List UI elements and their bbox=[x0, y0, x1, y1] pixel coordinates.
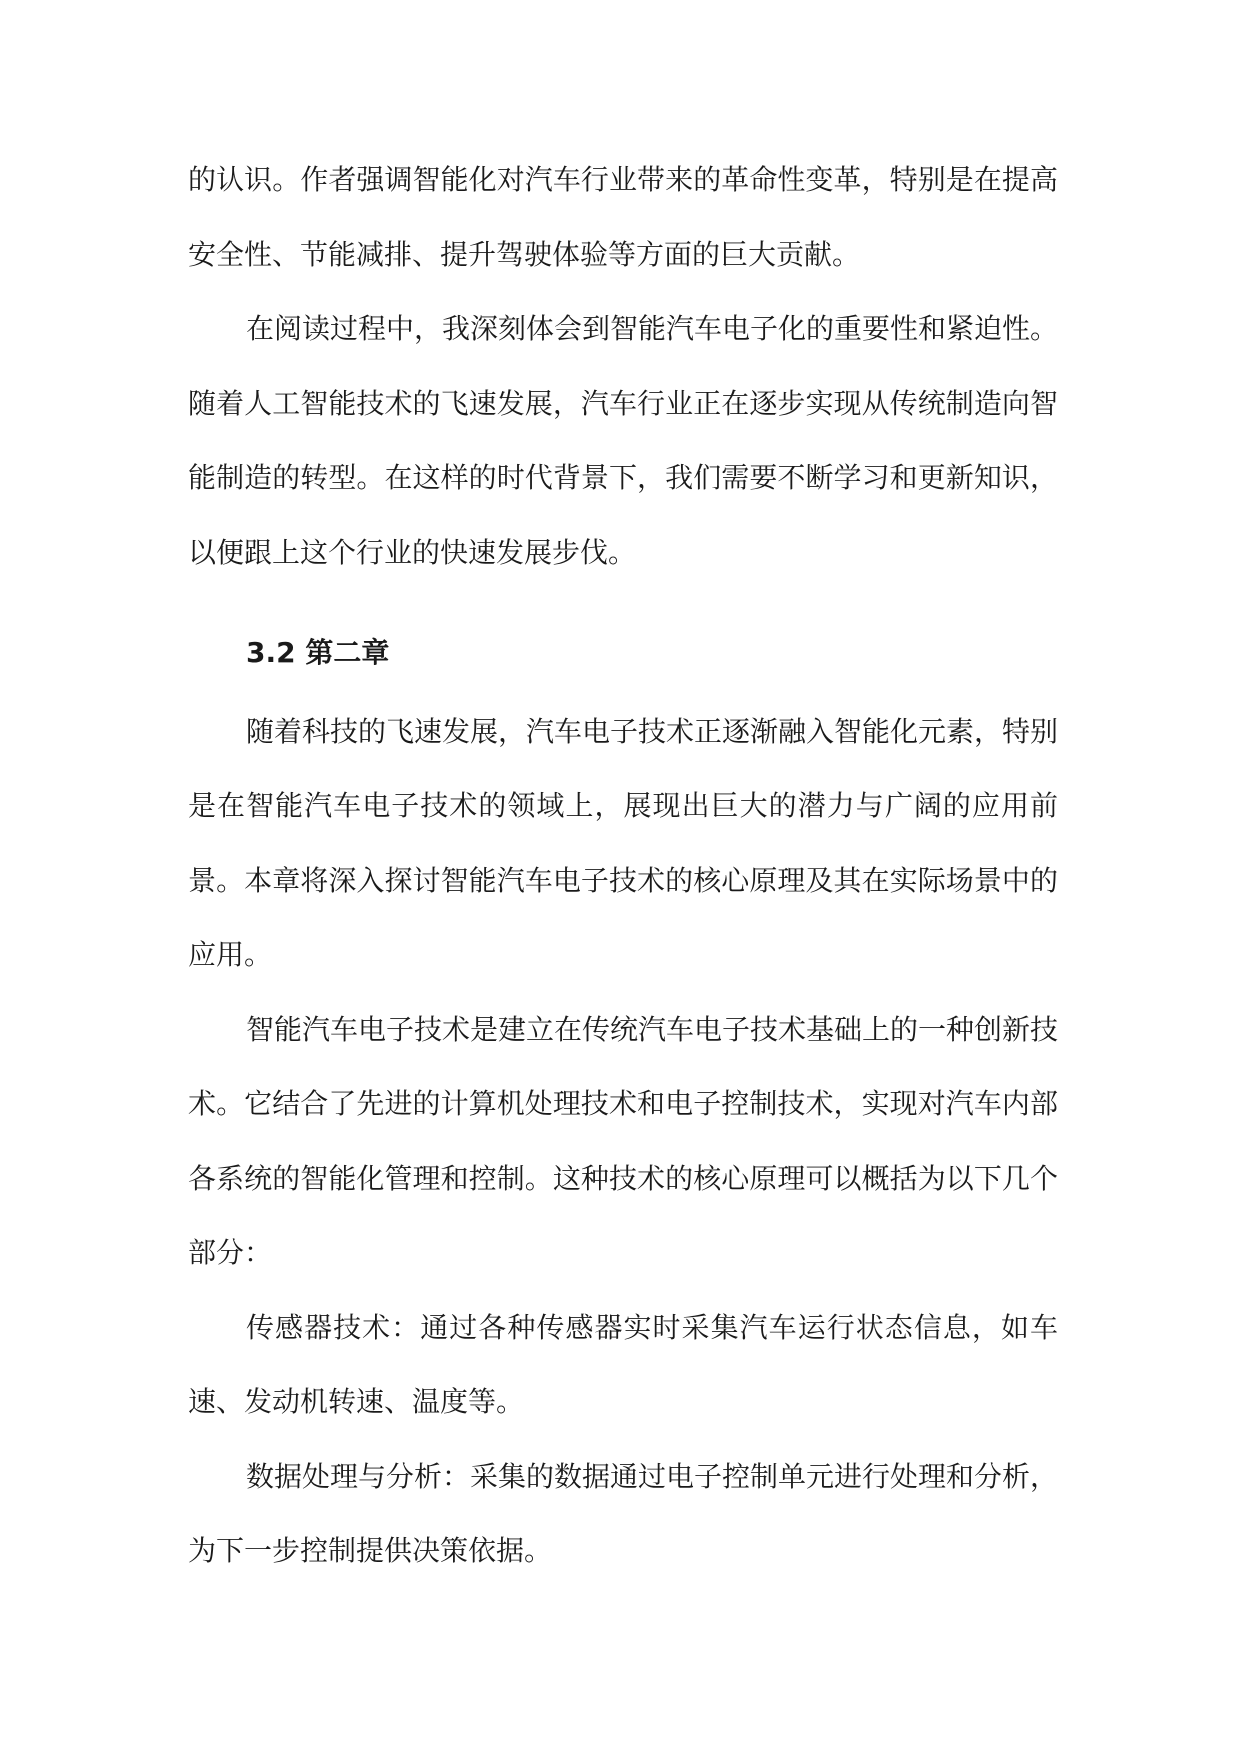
paragraph-core-principle: 智能汽车电子技术是建立在传统汽车电子技术基础上的一种创新技术。它结合了先进的计算机处理技术和电子控制技术，实现对汽车内部各系统的智能化管理和控制。这种技术的核心原理可以概括为以下几个部分： bbox=[188, 1012, 1059, 1269]
paragraph-reading-reflection: 在阅读过程中，我深刻体会到智能汽车电子化的重要性和紧迫性。随着人工智能技术的飞速发展，汽车行业正在逐步实现从传统制造向智能制造的转型。在这样的时代背景下，我们需要不断学习和更新知识，以便跟上这个行业的快速发展步伐。 bbox=[188, 312, 1059, 569]
section-heading: 3.2 第二章 bbox=[246, 636, 390, 669]
paragraph-data-processing: 数据处理与分析：采集的数据通过电子控制单元进行处理和分析，为下一步控制提供决策依据。 bbox=[188, 1459, 1059, 1567]
paragraph-continuation: 的认识。作者强调智能化对汽车行业带来的革命性变革，特别是在提高安全性、节能减排、提升驾驶体验等方面的巨大贡献。 bbox=[188, 163, 1058, 271]
document-body bbox=[188, 143, 1058, 1589]
paragraph-chapter-intro: 随着科技的飞速发展，汽车电子技术正逐渐融入智能化元素，特别是在智能汽车电子技术的领域上，展现出巨大的潜力与广阔的应用前景。本章将深入探讨智能汽车电子技术的核心原理及其在实际场景中的应用。 bbox=[188, 714, 1059, 971]
paragraph-sensor-technology: 传感器技术：通过各种传感器实时采集汽车运行状态信息，如车速、发动机转速、温度等。 bbox=[188, 1310, 1058, 1418]
